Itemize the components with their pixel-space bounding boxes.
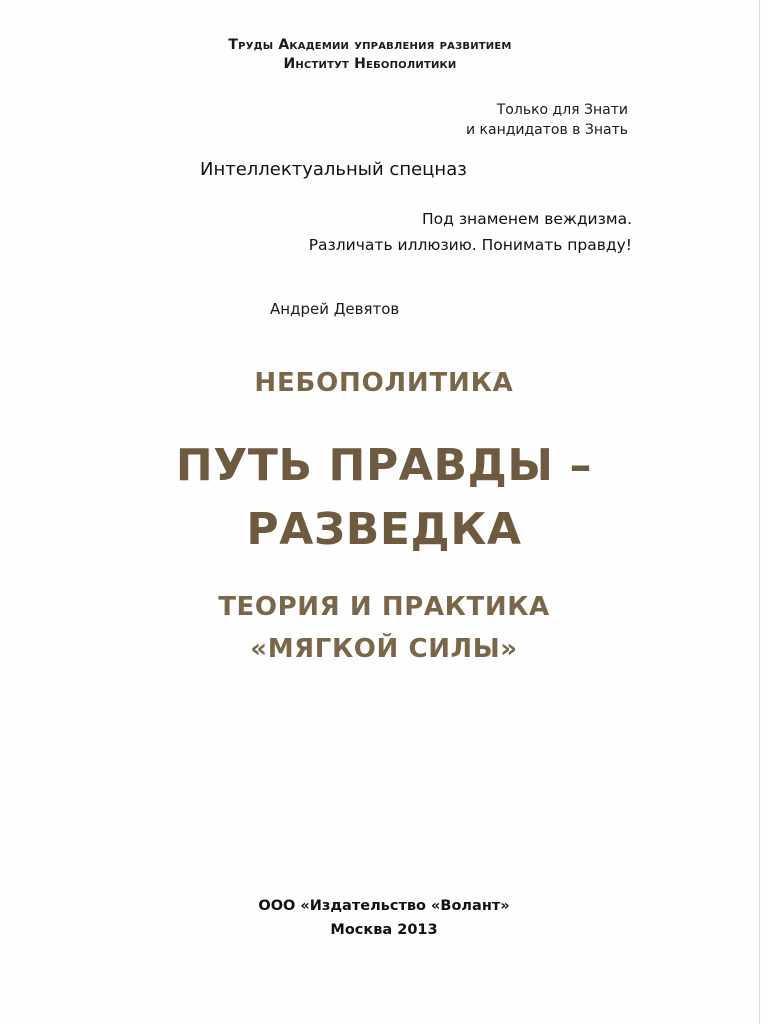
slogan-line-1: Под знаменем веждизма. (422, 210, 632, 228)
publisher-imprint (0, 894, 768, 942)
author-name: Андрей Девятов (270, 300, 400, 318)
audience-line-2: и кандидатов в Знать (465, 122, 628, 138)
book-title-line-2: РАЗВЕДКА (246, 504, 522, 555)
audience-line-1: Только для Знати (496, 102, 628, 118)
supertitle: НЕБОПОЛИТИКА (254, 368, 514, 398)
book-subtitle (0, 586, 768, 670)
institution-line-1: Труды Академии управления развитием (228, 37, 512, 53)
book-subtitle-line-1: ТЕОРИЯ И ПРАКТИКА (218, 592, 550, 622)
book-title-line-1: ПУТЬ ПРАВДЫ – (175, 440, 593, 491)
institution-header (150, 36, 590, 74)
slogan-line-2: Различать иллюзию. Понимать правду! (308, 236, 632, 254)
publication-city-year: Москва 2013 (330, 922, 438, 938)
book-title (0, 434, 768, 562)
book-subtitle-line-2: «МЯГКОЙ СИЛЫ» (250, 634, 518, 664)
audience-note (328, 100, 628, 140)
series-name: Интеллектуальный спецназ (200, 159, 467, 180)
publisher-name: ООО «Издательство «Волант» (258, 898, 510, 914)
slogan (212, 206, 632, 258)
institution-line-2: Институт Небополитики (283, 56, 457, 72)
